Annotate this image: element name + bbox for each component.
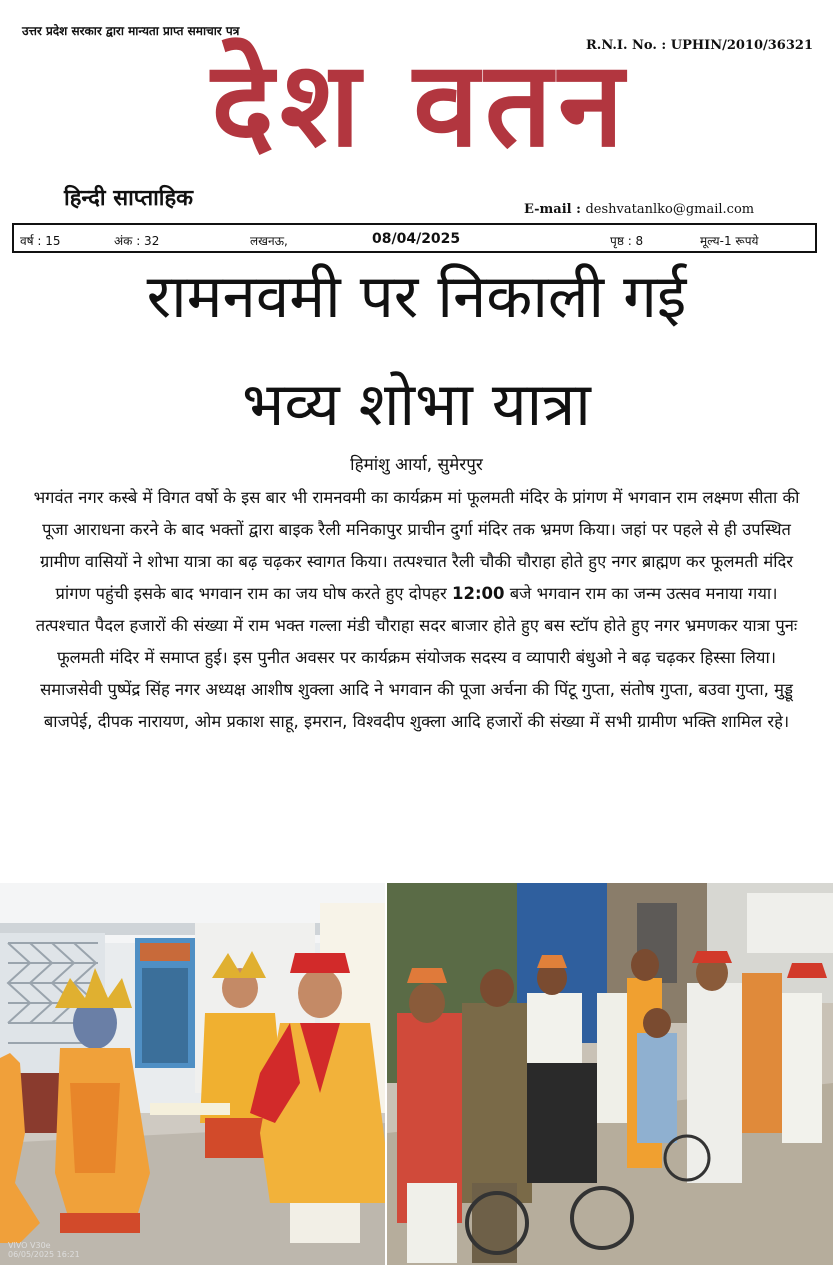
headline-line-2: भव्य शोभा यात्रा: [242, 370, 591, 440]
page-count: पृष्ठ : 8: [610, 234, 644, 248]
newspaper-masthead: [58, 34, 783, 174]
price-label: मूल्य-1 रूपये: [700, 234, 759, 248]
camera-watermark: [8, 1241, 80, 1259]
temple-ceremony-photo: [0, 883, 385, 1265]
headline-line-1: रामनवमी पर निकाली गई: [146, 262, 687, 332]
camera-timestamp-label: 06/05/2025 16:21: [8, 1250, 80, 1259]
email-address[interactable]: deshvatanlko@gmail.com: [585, 202, 755, 217]
street-procession-illustration: [387, 883, 833, 1265]
temple-ceremony-illustration: [0, 883, 385, 1265]
article-body-part-1: भगवंत नगर कस्बे में विगत वर्षो के इस बार भी रामनवमी का कार्यक्रम मां फूलमती मंदिर के प्रांगण में भगवान राम लक्ष्मण सीता की पूजा आराधना करने के बाद भक्तों द्वारा बाइक रैली मनिकापुर प्राचीन दुर्गा मंदिर तक भ्रमण किया। जहां पर पहले से ही उपस्थित ग्रामीण वासियों ने शोभा यात्रा का बढ़ चढ़कर स्वागत किया। तत्पश्चात रैली चौकी चौराहा होते हुए नगर ब्राह्मण कर फूलमती मंदिर प्रांगण पहुंची इसके बाद भगवान राम का जय घोष करते हुए दोपहर: [33, 488, 800, 603]
street-procession-photo: [387, 883, 833, 1265]
article-body-part-2: बजे भगवान राम का जन्म उत्सव मनाया गया। तत्पश्चात पैदल हजारों की संख्या में राम भक्त गल्ला मंडी चौराहा सदर बाजार होते हुए बस स्टॉप होते हुए नगर भ्रमणकर यात्रा पुनः फूलमती मंदिर में समाप्त हुई। इस पुनीत अवसर पर कार्यक्रम संयोजक सदस्य व व्यापारी बंधुओ ने बढ़ चढ़कर हिस्सा लिया। समाजसेवी पुष्पेंद्र सिंह नगर अध्यक्ष आशीष शुक्ला आदि ने भगवान की पूजा अर्चना की पिंटू गुप्ता, संतोष गुप्ता, बउवा गुप्ता, मुड्डू बाजपेई, दीपक नारायण, ओम प्रकाश साहू, इमरान, विश्वदीप शुक्ला आदि हजारों की संख्या में सभी ग्रामीण भक्ति शामिल रहे।: [35, 584, 798, 731]
rni-number: R.N.I. No. : UPHIN/2010/36321: [585, 38, 813, 53]
government-recognition-tagline: उत्तर प्रदेश सरकार द्वारा मान्यता प्राप्त समाचार पत्र: [22, 24, 240, 38]
camera-model-label: VIVO V30e: [8, 1241, 51, 1250]
article-byline: हिमांशु आर्या, सुमेरपुर: [350, 455, 483, 475]
issue-date: 08/04/2025: [372, 231, 461, 247]
city-label: लखनऊ,: [250, 234, 288, 248]
year-label: वर्ष : 15: [20, 234, 61, 248]
email-label: E-mail :: [524, 202, 581, 217]
article-time: 12:00: [451, 584, 505, 603]
email-line: [524, 202, 754, 217]
masthead-title: देश वतन: [211, 35, 630, 173]
newspaper-subtitle: हिन्दी साप्ताहिक: [64, 186, 194, 211]
issue-label: अंक : 32: [114, 234, 160, 248]
article-body: [30, 482, 803, 738]
issue-info-bar: [12, 223, 817, 253]
